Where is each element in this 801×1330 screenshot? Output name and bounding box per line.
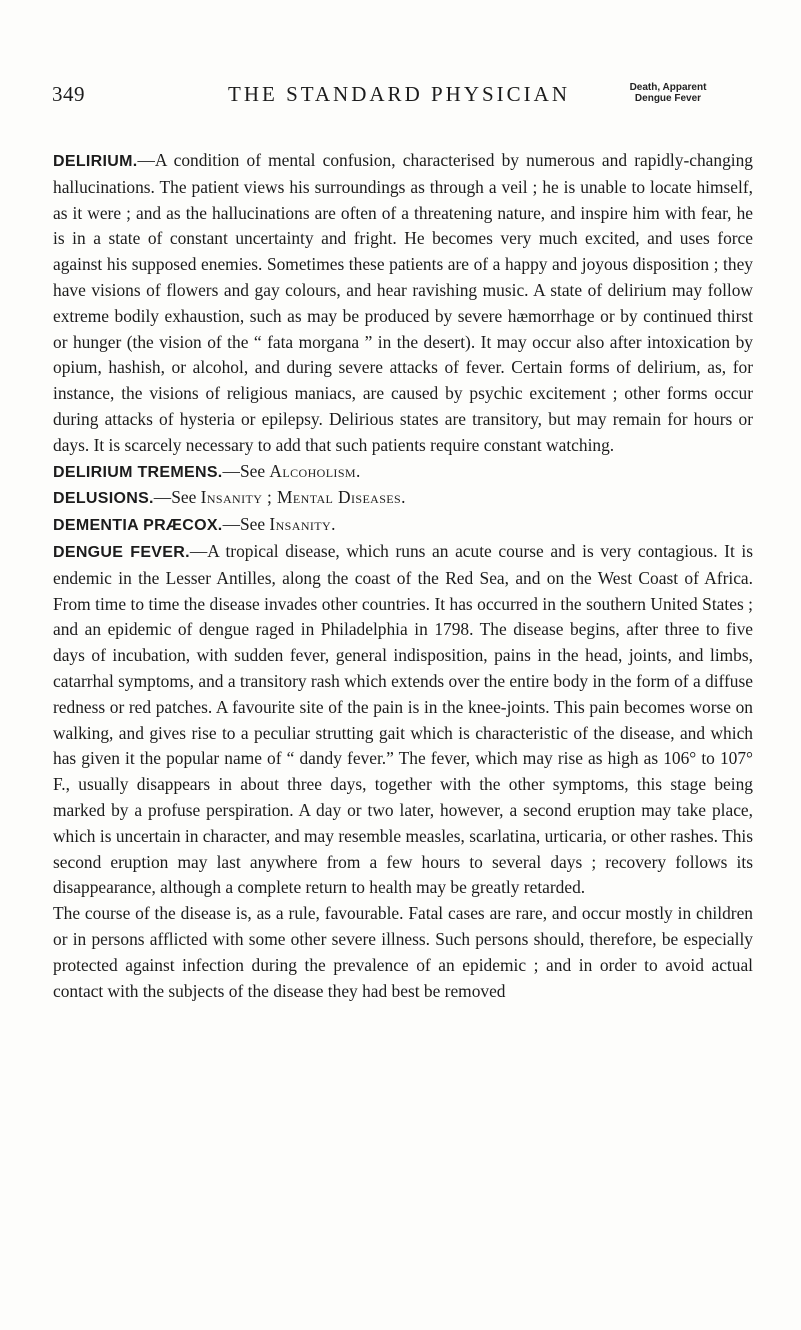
headword-delusions: DELUSIONS. (53, 490, 154, 508)
running-head-first-entry: Death, Apparent (629, 82, 707, 93)
page-header (52, 82, 752, 122)
entry-dengue-fever-continuation: The course of the disease is, as a rule, favourable. Fatal cases are rare, and occur mostly in children or in persons afflicted with some other severe illness. Such persons should, therefore, be especially protected against infection during the prevalence of an epidemic ; and in order to avoid actual contact with the subjects of the disease they had best be removed (53, 903, 753, 1001)
running-title: THE STANDARD PHYSICIAN (228, 82, 570, 106)
entry-dengue-fever-text: —A tropical disease, which runs an acute course and is very contagious. It is endemic in the Lesser Antilles, along the coast of the Red Sea, and on the West Coast of Africa. From time to time the disease invades other countries. It has occurred in the southern United States ; and an epidemic of dengue raged in Philadelphia in 1798. The disease begins, after three to five days of incubation, with sudden fever, general indisposition, pains in the head, joints, and limbs, catarrhal symptoms, and a transitory rash which extends over the entire body in the form of a diffuse redness or red patches. A favourite site of the pain is in the knee-joints. This pain becomes worse on walking, and gives rise to a peculiar strutting gait which is characteristic of the disease, and which has given it the popular name of “ dandy fever.” The fever, which may rise as high as 106° to 107° F., usually disappears in about three days, together with the other symptoms, this stage being marked by a profuse perspiration. A day or two later, however, a second eruption may take place, which is uncertain in character, and may resemble measles, scarlatina, urticaria, or other rashes. This second eruption may last anywhere from a few hours to several days ; recovery follows its disappearance, although a complete return to health may be greatly retarded. (53, 540, 753, 898)
entry-delusions (53, 485, 753, 512)
entry-delirium (53, 148, 753, 459)
page-number: 349 (52, 82, 85, 106)
headword-delirium: DELIRIUM. (53, 153, 138, 170)
entry-delirium-tremens (53, 459, 753, 486)
running-head (608, 82, 728, 104)
entry-dementia-praecox (53, 512, 753, 539)
body-text (53, 148, 753, 1004)
see-prefix: —See (153, 487, 201, 508)
entry-delirium-text: —A condition of mental confusion, characterised by numerous and rapidly-changing hallucinations. The patient views his surroundings as through a veil ; he is unable to locate himself, as it were ; and as the hallucinations are often of a threatening nature, and inspire him with fear, he is in a state of constant uncertainty and fright. He becomes very much excited, and uses force against his supposed enemies. Sometimes these patients are of a happy and joyous disposition ; they have visions of flowers and gay colours, and hear ravishing music. A state of delirium may follow extreme bodily exhaustion, such as may be produced by severe hæmorrhage or by continued thirst or hunger (the vision of the “ fata morgana ” in the desert). It may occur also after intoxication by opium, hashish, or alcohol, and during severe attacks of fever. Certain forms of delirium, as, for instance, the visions of religious maniacs, are caused by psychic excitement ; other forms occur during attacks of hysteria or epilepsy. Delirious states are transitory, but may remain for hours or days. It is scarcely necessary to add that such patients require constant watching. (53, 150, 753, 455)
see-prefix: —See (222, 460, 270, 481)
headword-delirium-tremens: DELIRIUM TREMENS. (53, 463, 223, 481)
headword-dementia-praecox: DEMENTIA PRÆCOX. (53, 517, 223, 535)
entry-dengue-fever (53, 539, 753, 901)
cross-reference: Insanity. (269, 514, 336, 535)
running-head-last-entry: Dengue Fever (634, 93, 702, 104)
cross-reference: Alcoholism. (269, 460, 361, 481)
see-prefix: —See (222, 514, 270, 535)
headword-dengue-fever: DENGUE FEVER. (53, 543, 190, 561)
cross-reference: Insanity ; Mental Diseases. (200, 487, 406, 508)
